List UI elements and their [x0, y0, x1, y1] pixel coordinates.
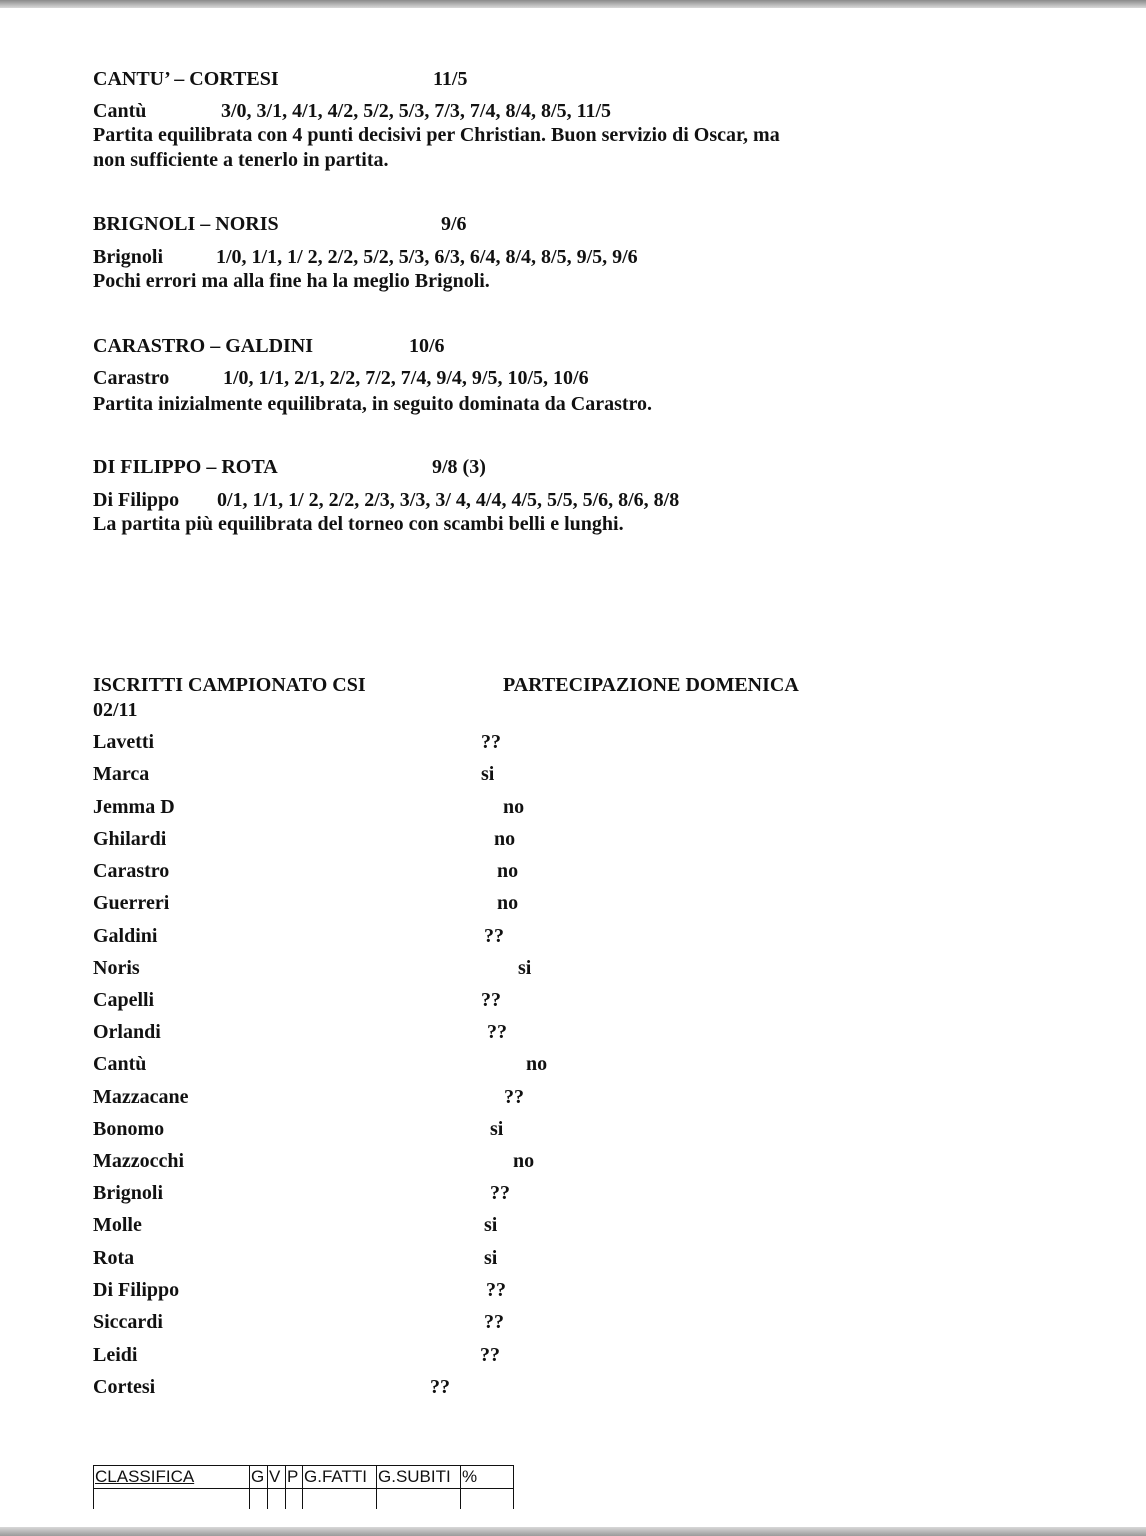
player-status: ?? — [486, 1279, 506, 1301]
player-name: Lavetti — [93, 731, 155, 753]
column-header: G — [250, 1466, 268, 1489]
table-cell — [461, 1489, 514, 1510]
match-sequence: 1/0, 1/1, 1/ 2, 2/2, 5/2, 5/3, 6/3, 6/4, 8/4, 8/5, 9/5, 9/6 — [216, 246, 638, 268]
match-sequence: 3/0, 3/1, 4/1, 4/2, 5/2, 5/3, 7/3, 7/4, 8/4, 8/5, 11/5 — [221, 100, 612, 122]
player-name: Cortesi — [93, 1376, 156, 1398]
player-name: Orlandi — [93, 1021, 161, 1043]
player-name: Guerreri — [93, 892, 170, 914]
player-name: Leidi — [93, 1344, 138, 1366]
table-cell — [94, 1489, 250, 1510]
player-name: Bonomo — [93, 1118, 165, 1140]
player-status: ?? — [504, 1086, 524, 1108]
heading-date: 02/11 — [93, 699, 138, 721]
match-comment: La partita più equilibrata del torneo con scambi belli e lunghi. — [93, 513, 624, 535]
player-status: si — [481, 763, 495, 785]
column-header: P — [286, 1466, 303, 1489]
player-name: Jemma D — [93, 796, 175, 818]
match-winner: Di Filippo — [93, 489, 180, 511]
table-cell — [303, 1489, 377, 1510]
match-comment: non sufficiente a tenerlo in partita. — [93, 149, 389, 171]
player-name: Siccardi — [93, 1311, 163, 1333]
column-header: % — [461, 1466, 514, 1489]
table-cell — [377, 1489, 461, 1510]
match-title: CANTU’ – CORTESI — [93, 68, 279, 90]
player-status: ?? — [484, 925, 504, 947]
player-status: ?? — [480, 1344, 500, 1366]
player-status: si — [490, 1118, 504, 1140]
match-score: 9/6 — [441, 213, 467, 235]
match-title: CARASTRO – GALDINI — [93, 335, 314, 357]
player-name: Cantù — [93, 1053, 147, 1075]
match-comment: Partita equilibrata con 4 punti decisivi per Christian. Buon servizio di Oscar, ma — [93, 124, 780, 146]
column-header: G.FATTI — [303, 1466, 377, 1489]
player-status: si — [518, 957, 532, 979]
match-winner: Brignoli — [93, 246, 164, 268]
player-status: ?? — [490, 1182, 510, 1204]
table-header-row — [94, 1466, 514, 1489]
player-name: Carastro — [93, 860, 170, 882]
column-header: V — [268, 1466, 286, 1489]
player-name: Brignoli — [93, 1182, 164, 1204]
match-winner: Carastro — [93, 367, 170, 389]
column-header: G.SUBITI — [377, 1466, 461, 1489]
player-name: Molle — [93, 1214, 142, 1236]
match-title: DI FILIPPO – ROTA — [93, 456, 278, 478]
classifica-table — [93, 1465, 514, 1509]
match-comment: Partita inizialmente equilibrata, in seguito dominata da Carastro. — [93, 393, 653, 415]
match-score: 11/5 — [433, 68, 468, 90]
player-status: no — [503, 796, 525, 818]
player-status: no — [494, 828, 516, 850]
column-header: CLASSIFICA — [94, 1466, 250, 1489]
player-status: ?? — [481, 989, 501, 1011]
partecipazione-heading: PARTECIPAZIONE DOMENICA — [503, 674, 799, 696]
match-winner: Cantù — [93, 100, 147, 122]
player-status: no — [497, 860, 519, 882]
player-status: si — [484, 1247, 498, 1269]
player-name: Di Filippo — [93, 1279, 180, 1301]
player-name: Mazzocchi — [93, 1150, 185, 1172]
player-status: no — [513, 1150, 535, 1172]
table-cell — [268, 1489, 286, 1510]
player-name: Rota — [93, 1247, 135, 1269]
player-name: Mazzacane — [93, 1086, 189, 1108]
match-score: 10/6 — [409, 335, 445, 357]
player-status: no — [526, 1053, 548, 1075]
match-score: 9/8 (3) — [432, 456, 486, 478]
player-name: Capelli — [93, 989, 155, 1011]
player-status: no — [497, 892, 519, 914]
iscritti-heading: ISCRITTI CAMPIONATO CSI — [93, 674, 366, 696]
match-sequence: 0/1, 1/1, 1/ 2, 2/2, 2/3, 3/3, 3/ 4, 4/4, 4/5, 5/5, 5/6, 8/6, 8/8 — [217, 489, 680, 511]
player-status: ?? — [484, 1311, 504, 1333]
table-row — [94, 1489, 514, 1510]
page-bottom-edge — [0, 1527, 1146, 1536]
page-top-edge — [0, 0, 1146, 8]
player-status: ?? — [481, 731, 501, 753]
match-sequence: 1/0, 1/1, 2/1, 2/2, 7/2, 7/4, 9/4, 9/5, 10/5, 10/6 — [223, 367, 589, 389]
player-name: Galdini — [93, 925, 158, 947]
player-name: Marca — [93, 763, 150, 785]
player-status: ?? — [430, 1376, 450, 1398]
table-cell — [286, 1489, 303, 1510]
player-name: Ghilardi — [93, 828, 167, 850]
player-status: ?? — [487, 1021, 507, 1043]
player-status: si — [484, 1214, 498, 1236]
table-cell — [250, 1489, 268, 1510]
match-comment: Pochi errori ma alla fine ha la meglio Brignoli. — [93, 270, 490, 292]
player-name: Noris — [93, 957, 140, 979]
match-title: BRIGNOLI – NORIS — [93, 213, 279, 235]
